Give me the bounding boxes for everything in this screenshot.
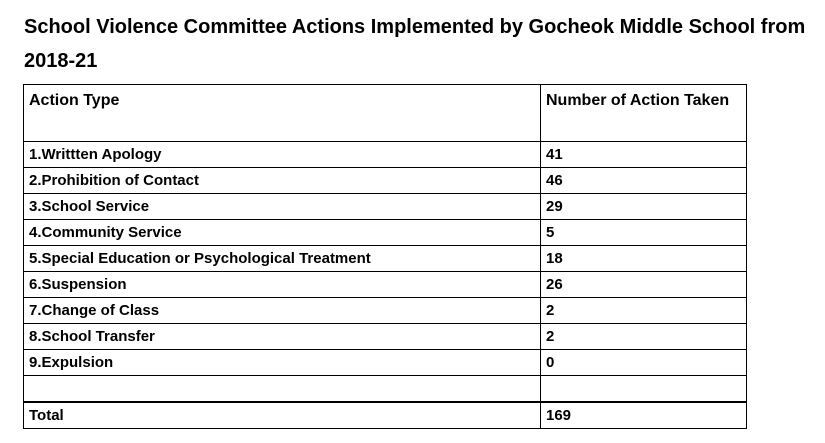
action-type-cell: 4.Community Service (24, 220, 541, 246)
action-type-cell: 2.Prohibition of Contact (24, 168, 541, 194)
action-count-cell: 2 (541, 324, 747, 350)
table-row (24, 246, 747, 272)
total-label: Total (24, 402, 541, 429)
actions-table (23, 84, 747, 429)
total-count: 169 (541, 402, 747, 429)
action-count-cell: 2 (541, 298, 747, 324)
table-row (24, 194, 747, 220)
action-type-cell: 9.Expulsion (24, 350, 541, 376)
table-header-row (24, 85, 747, 142)
table-row (24, 272, 747, 298)
blank-row (24, 376, 747, 403)
action-count-cell: 0 (541, 350, 747, 376)
blank-cell (24, 376, 541, 403)
action-count-cell: 46 (541, 168, 747, 194)
table-row (24, 350, 747, 376)
action-count-cell: 41 (541, 142, 747, 168)
action-type-cell: 6.Suspension (24, 272, 541, 298)
table-row (24, 298, 747, 324)
action-count-cell: 18 (541, 246, 747, 272)
table-row (24, 220, 747, 246)
blank-cell (541, 376, 747, 403)
total-row (24, 402, 747, 429)
action-count-cell: 26 (541, 272, 747, 298)
table-row (24, 168, 747, 194)
action-type-cell: 3.School Service (24, 194, 541, 220)
document-title: School Violence Committee Actions Implemented by Gocheok Middle School from 2018-21 (24, 16, 806, 72)
table-row (24, 324, 747, 350)
action-count-cell: 29 (541, 194, 747, 220)
table-row (24, 142, 747, 168)
header-action-type: Action Type (24, 85, 541, 142)
action-type-cell: 8.School Transfer (24, 324, 541, 350)
action-type-cell: 5.Special Education or Psychological Treatment (24, 246, 541, 272)
header-number-of-action: Number of Action Taken (541, 85, 747, 142)
action-type-cell: 1.Writtten Apology (24, 142, 541, 168)
action-type-cell: 7.Change of Class (24, 298, 541, 324)
action-count-cell: 5 (541, 220, 747, 246)
